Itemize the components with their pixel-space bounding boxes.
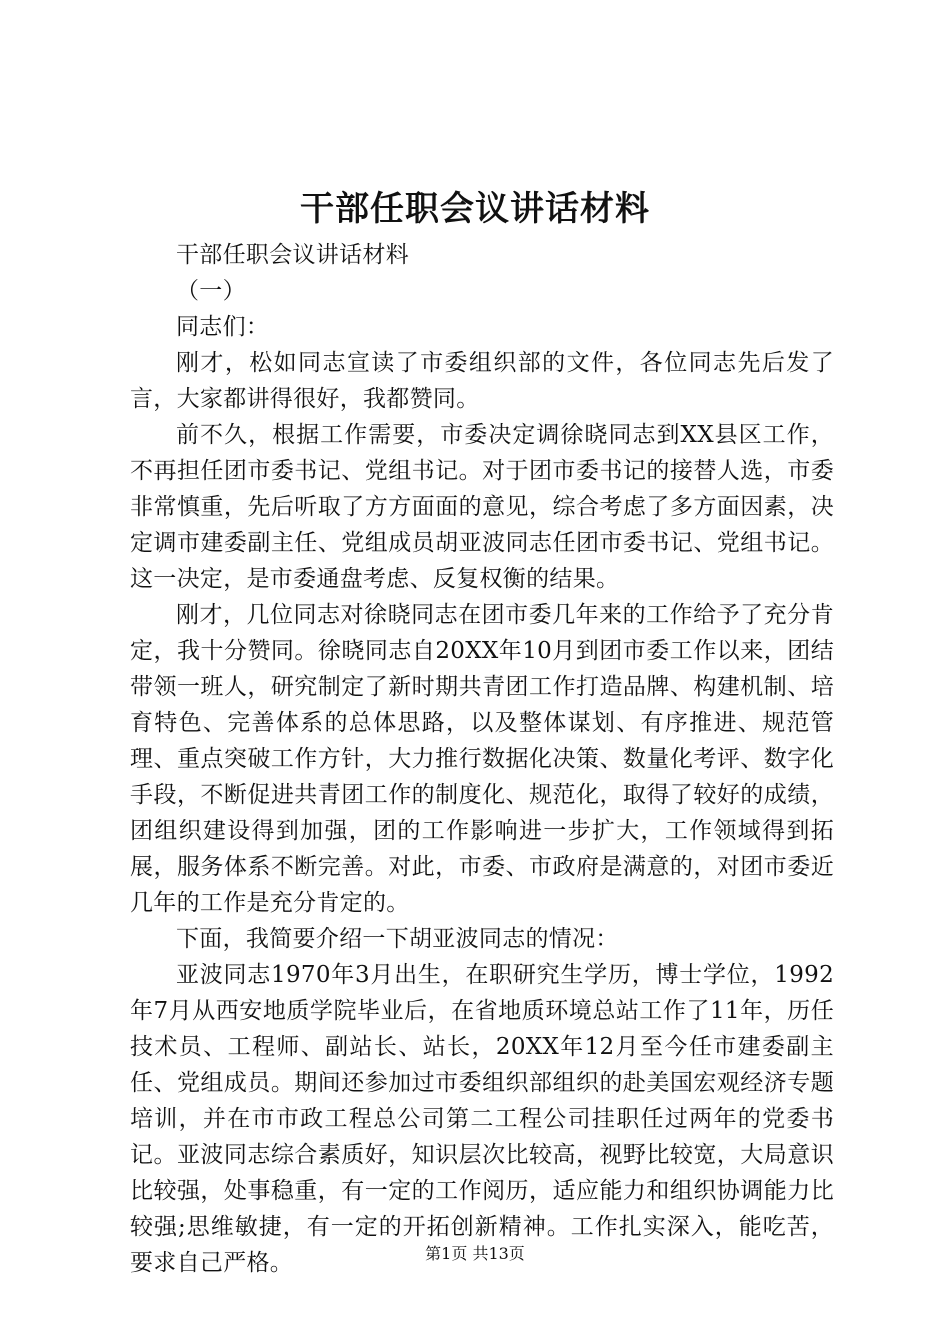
page-footer: 第1页 共13页 [425,1244,525,1263]
document-body [130,237,834,1281]
body-paragraph: 下面，我简要介绍一下胡亚波同志的情况： [176,926,619,952]
body-paragraph: 刚才，松如同志宣读了市委组织部的文件，各位同志先后发了言，大家都讲得很好，我都赞同。 [130,350,834,412]
body-paragraph: 干部任职会议讲话材料 [176,242,409,268]
body-paragraph: 同志们： [176,314,270,340]
body-paragraph: 刚才，几位同志对徐晓同志在团市委几年来的工作给予了充分肯定，我十分赞同。徐晓同志自20XX年10月到团市委工作以来，团结带领一班人，研究制定了新时期共青团工作打造品牌、构建机制、培育特色、完善体系的总体思路，以及整体谋划、有序推进、规范管理、重点突破工作方针，大力推行数据化决策、数量化考评、数字化手段，不断促进共青团工作的制度化、规范化，取得了较好的成绩，团组织建设得到加强，团的工作影响进一步扩大，工作领域得到拓展，服务体系不断完善。对此，市委、市政府是满意的，对团市委近几年的工作是充分肯定的。 [130,602,834,916]
body-paragraph: （一） [176,278,246,304]
document-title: 干部任职会议讲话材料 [300,189,650,229]
body-paragraph: 前不久，根据工作需要，市委决定调徐晓同志到XX县区工作，不再担任团市委书记、党组书记。对于团市委书记的接替人选，市委非常慎重，先后听取了方方面面的意见，综合考虑了多方面因素，决定调市建委副主任、党组成员胡亚波同志任团市委书记、党组书记。这一决定，是市委通盘考虑、反复权衡的结果。 [130,422,834,592]
body-paragraph: 亚波同志1970年3月出生，在职研究生学历，博士学位，1992年7月从西安地质学院毕业后，在省地质环境总站工作了11年，历任技术员、工程师、副站长、站长，20XX年12月至今任市建委副主任、党组成员。期间还参加过市委组织部组织的赴美国宏观经济专题培训，并在市市政工程总公司第二工程公司挂职任过两年的党委书记。亚波同志综合素质好，知识层次比较高，视野比较宽，大局意识比较强，处事稳重，有一定的工作阅历，适应能力和组织协调能力比较强;思维敏捷，有一定的开拓创新精神。工作扎实深入，能吃苦，要求自己严格。 [130,962,834,1276]
